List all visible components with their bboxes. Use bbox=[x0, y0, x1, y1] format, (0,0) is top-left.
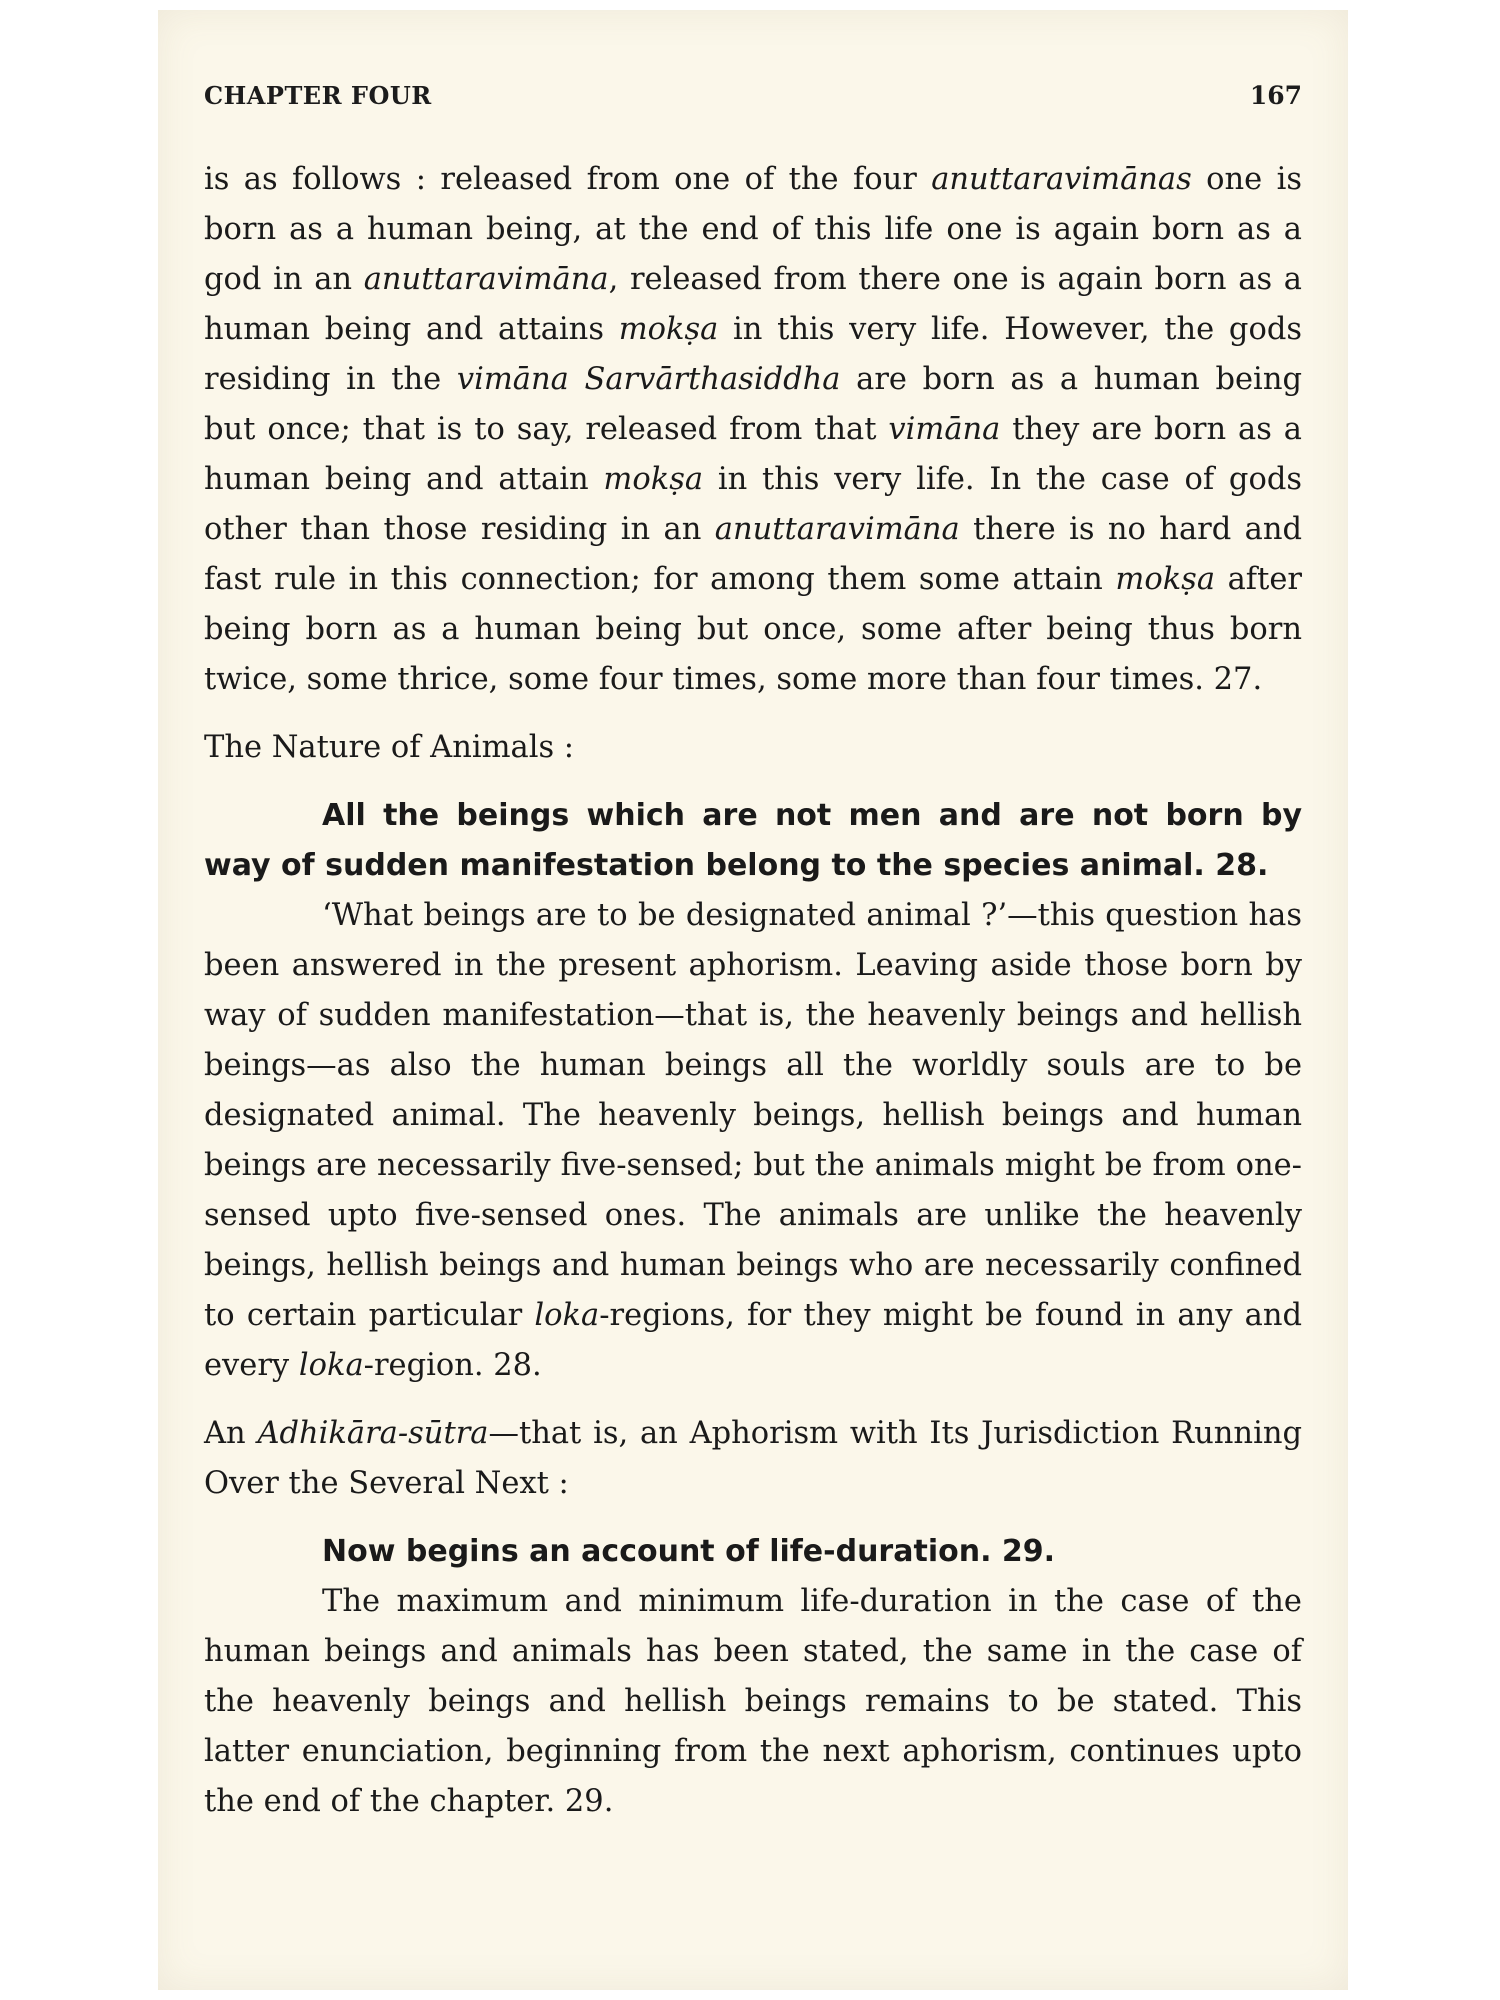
page-number: 167 bbox=[1249, 81, 1302, 110]
chapter-title: CHAPTER FOUR bbox=[204, 81, 432, 110]
aphorism-29: Now begins an account of life-duration. 29. bbox=[322, 1534, 1056, 1569]
aphorism-28: All the beings which are not men and are not born by way of sudden manifestation belong to the species animal. 28. bbox=[204, 798, 1302, 883]
section-heading-adhikara-sutra: An Adhikāra-sūtra—that is, an Aphorism with Its Jurisdiction Running Over the Several Next : bbox=[204, 1416, 1302, 1501]
commentary-29: The maximum and minimum life-duration in the case of the human beings and animals has been stated, the same in the case of the heavenly beings and hellish beings remains to be stated. This latter enunciation, beginning from the next aphorism, continues upto the end of the chapter. 29. bbox=[204, 1584, 1302, 1819]
commentary-28: ‘What beings are to be designated animal ?’—this question has been answered in the present aphorism. Leaving aside those born by way of sudden manifestation—that is, the heavenly beings and hellish beings—as also the human beings all the worldly souls are to be designated animal. The heavenly beings, hellish beings and human beings are necessarily five-sensed; but the animals might be from one-sensed upto five-sensed ones. The animals are unlike the heavenly beings, hellish beings and human beings who are necessarily confined to certain particular loka-regions, for they might be found in any and every loka-region. 28. bbox=[204, 898, 1303, 1383]
running-header bbox=[204, 70, 1302, 110]
section-heading-animals: The Nature of Animals : bbox=[204, 730, 575, 765]
paragraph-continuation: is as follows : released from one of the four anuttaravimānas one is born as a human being, at the end of this life one is again born as a god in an anuttaravimāna, released from there one is again born as a human being and attains mokṣa in this very life. However, the gods residing in the vimāna Sarvārthasiddha are born as a human being but once; that is to say, released from that vimāna they are born as a human being and attain mokṣa in this very life. In the case of gods other than those residing in an anuttaravimāna there is no hard and fast rule in this connection; for among them some attain mokṣa after being born as a human being but once, some after being thus born twice, some thrice, some four times, some more than four times. 27. bbox=[204, 162, 1303, 697]
page-body bbox=[204, 155, 1302, 1827]
book-page bbox=[158, 10, 1348, 1990]
